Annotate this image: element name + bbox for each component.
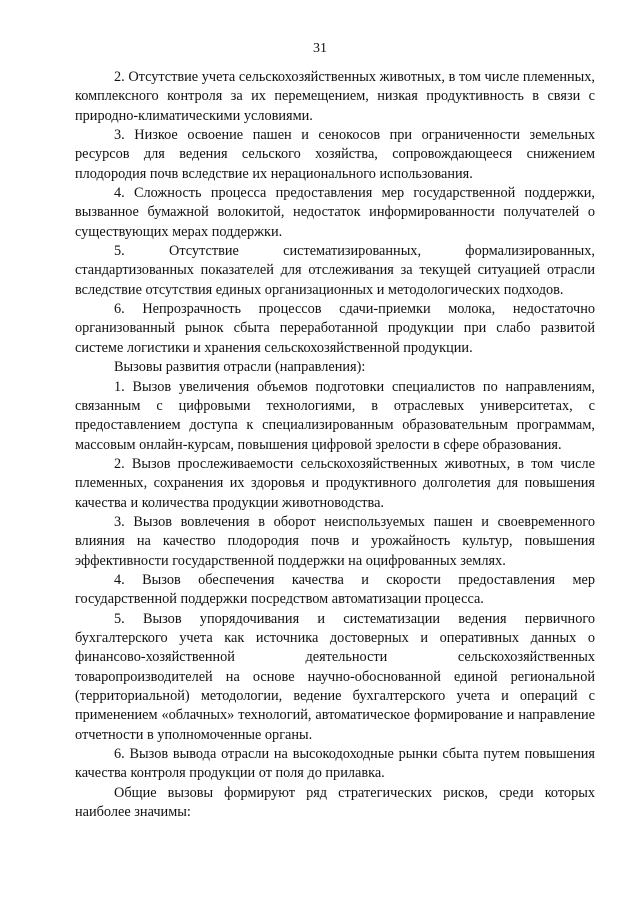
paragraph-challenge-5: 5. Вызов упорядочивания и систематизации ведения первичного бухгалтерского учета как источника достоверных и оперативных данных о финансово-хозяйственной деятельности сельскохозяйственных товаропроизводителей на основе научно-обоснованной единой региональной (территориальной) методологии, ведение бухгалтерского учета и операций с применением «облачных» технологий, автоматическое формирование и направление отчетности в уполномоченные органы. <box>75 610 595 743</box>
document-body <box>75 68 595 822</box>
paragraph-challenge-4: 4. Вызов обеспечения качества и скорости предоставления мер государственной поддержки посредством автоматизации процесса. <box>75 571 595 608</box>
paragraph-challenge-1: 1. Вызов увеличения объемов подготовки специалистов по направлениям, связанным с цифровыми технологиями, в отраслевых университетах, с предоставлением доступа к специализированным образовательным программам, массовым онлайн-курсам, повышения цифровой зрелости в сфере образования. <box>75 378 595 453</box>
page-number: 31 <box>313 41 327 56</box>
paragraph-problem-5: 5. Отсутствие систематизированных, формализированных, стандартизованных показателей для отслеживания за текущей ситуацией отрасли вследствие отсутствия единых организационных и методологических подходов. <box>75 243 595 298</box>
paragraph-problem-3: 3. Низкое освоение пашен и сенокосов при ограниченности земельных ресурсов для ведения сельского хозяйства, сопровождающееся снижением плодородия почв вследствие их нерационального использования. <box>75 127 595 182</box>
paragraph-problem-6: 6. Непрозрачность процессов сдачи-приемки молока, недостаточно организованный рынок сбыта переработанной продукции при слабо развитой системе логистики и хранения сельскохозяйственной продукции. <box>75 301 595 356</box>
paragraph-challenge-6: 6. Вызов вывода отрасли на высокодоходные рынки сбыта путем повышения качества контроля продукции от поля до прилавка. <box>75 746 595 782</box>
paragraph-risks-intro: Общие вызовы формируют ряд стратегических рисков, среди которых наиболее значимы: <box>75 784 595 821</box>
challenges-heading: Вызовы развития отрасли (направления): <box>114 359 366 376</box>
paragraph-challenge-3: 3. Вызов вовлечения в оборот неиспользуемых пашен и своевременного влияния на качество плодородия почв и урожайность культур, повышения эффективности государственной поддержки на оцифрованных землях. <box>75 513 595 569</box>
paragraph-challenge-2: 2. Вызов прослеживаемости сельскохозяйственных животных, в том числе племенных, сохранения их здоровья и продуктивного долголетия для повышения качества и количества продукции животноводства. <box>75 455 595 511</box>
paragraph-problem-4: 4. Сложность процесса предоставления мер государственной поддержки, вызванное бумажной волокитой, недостаток информированности получателей о существующих мерах поддержки. <box>75 185 595 240</box>
paragraph-problem-2: 2. Отсутствие учета сельскохозяйственных животных, в том числе племенных, комплексного контроля за их перемещением, низкая продуктивность в связи с природно-климатическими условиями. <box>75 69 595 124</box>
